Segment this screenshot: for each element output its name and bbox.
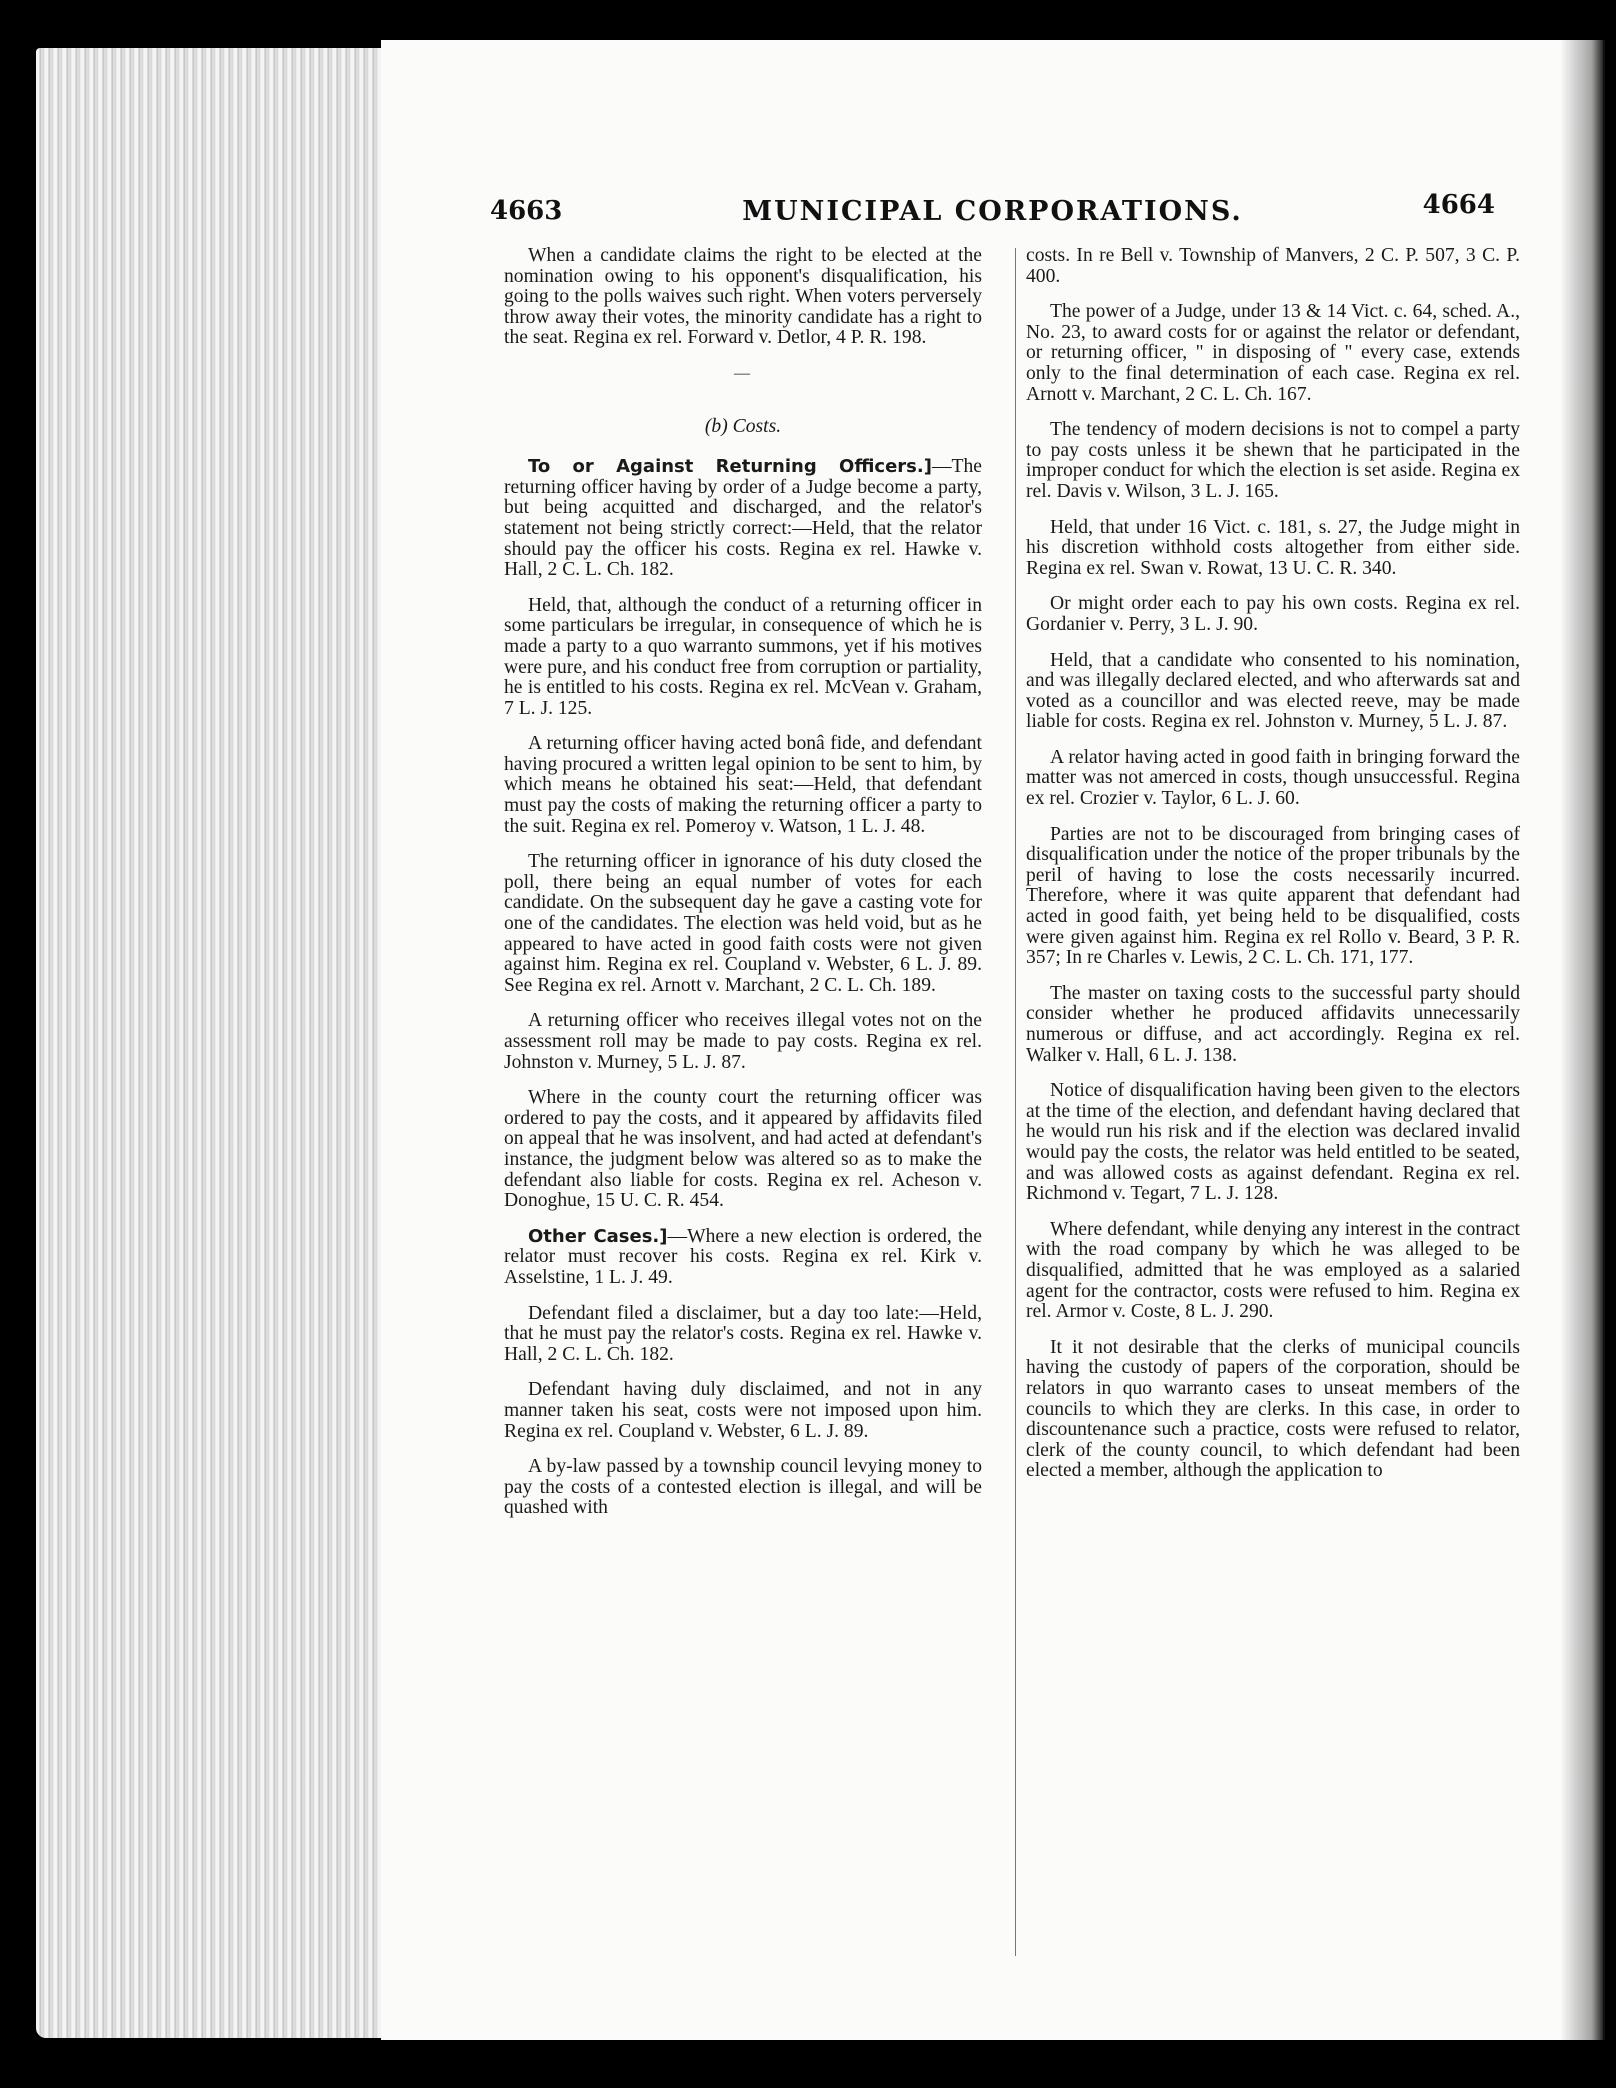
paragraph-text: —Where a new election is ordered, the relator must recover his costs. Regina ex rel. Kirk v. Asselstine, 1 L. J. 49.	[504, 1225, 982, 1288]
paragraph-text: The returning officer having by order of a Judge become a party, but being acquitted and discharged, and the relator's statement not being strictly correct:—Held, that the relator should pay the officer his costs. Regina ex rel. Hawke v. Hall, 2 C. L. Ch. 182.	[504, 456, 982, 581]
paragraph: Where in the county court the returning officer was ordered to pay the costs, and it appeared by affidavits filed on appeal that he was insolvent, and had acted at defendant's instance, the judgment below was altered so as to make the defendant also liable for costs. Regina ex rel. Acheson v. Donoghue, 15 U. C. R. 454.	[504, 1087, 982, 1212]
right-page-number: 4664	[1422, 190, 1495, 220]
paragraph: The master on taxing costs to the successful party should consider whether he produced affidavits unnecessarily numerous or diffuse, and act accordingly. Regina ex rel. Walker v. Hall, 6 L. J. 138.	[1026, 982, 1520, 1066]
paragraph: A returning officer having acted bonâ fide, and defendant having procured a written legal opinion to be sent to him, by which means he obtained his seat:—Held, that defendant must pay the costs of making the returning officer a party to the suit. Regina ex rel. Pomeroy v. Watson, 1 L. J. 48.	[504, 733, 982, 837]
paragraph-with-heading	[504, 1227, 982, 1289]
paragraph: Held, that, although the conduct of a returning officer in some particulars be irregular, in consequence of which he is made a party to a quo warranto summons, yet if his motives were pure, and his conduct free from corruption or partiality, he is entitled to his costs. Regina ex rel. McVean v. Graham, 7 L. J. 125.	[504, 594, 982, 719]
paragraph: The power of a Judge, under 13 & 14 Vict. c. 64, sched. A., No. 23, to award costs for or against the relator or defendant, or returning officer, " in disposing of " every case, extends only to the final determination of each case. Regina ex rel. Arnott v. Marchant, 2 C. L. Ch. 167.	[1026, 301, 1520, 405]
paragraph: Where defendant, while denying any interest in the contract with the road company by which he was alleged to be disqualified, admitted that he was employed as a salaried agent for the contractor, costs were refused to him. Regina ex rel. Armor v. Coste, 8 L. J. 290.	[1026, 1218, 1520, 1323]
subsection-heading: Other Cases.]	[528, 1225, 668, 1247]
paragraph: Parties are not to be discouraged from bringing cases of disqualification under the notice of the proper tribunals by the peril of having to lose the costs necessarily incurred. Therefore, where it was quite apparent that defendant had acted in good faith, yet being held to be disqualified, costs were given against him. Regina ex rel Rollo v. Beard, 3 P. R. 357; In re Charles v. Lewis, 2 C. L. Ch. 171, 177.	[1026, 823, 1520, 969]
section-heading: (b) Costs.	[704, 415, 782, 437]
subsection-heading: To or Against Returning Officers.]	[528, 456, 932, 478]
paragraph: Held, that under 16 Vict. c. 181, s. 27, the Judge might in his discretion withhold costs altogether from either side. Regina ex rel. Swan v. Rowat, 13 U. C. R. 340.	[1026, 516, 1520, 579]
column-rule	[1015, 248, 1016, 1956]
paragraph: When a candidate claims the right to be elected at the nomination owing to his opponent's disqualification, his going to the polls waives such right. When voters perversely throw away their votes, the minority candidate has a right to the seat. Regina ex rel. Forward v. Detlor, 4 P. R. 198.	[504, 245, 982, 349]
paragraph: A relator having acted in good faith in bringing forward the matter was not amerced in costs, though unsuccessful. Regina ex rel. Crozier v. Taylor, 6 L. J. 60.	[1026, 746, 1520, 810]
page-title: MUNICIPAL CORPORATIONS.	[742, 196, 1243, 227]
paragraph: Defendant having duly disclaimed, and not in any manner taken his seat, costs were not imposed upon him. Regina ex rel. Coupland v. Webster, 6 L. J. 89.	[504, 1379, 982, 1442]
left-page-number: 4663	[490, 196, 563, 226]
paragraph: Held, that a candidate who consented to his nomination, and was illegally declared elected, and who afterwards sat and voted as a councillor and was elected reeve, may be made liable for costs. Regina ex rel. Johnston v. Murney, 5 L. J. 87.	[1026, 649, 1520, 733]
paragraph: Notice of disqualification having been given to the electors at the time of the election, and defendant having declared that he would run his risk and if the election was declared invalid would pay the costs, the relator was held entitled to be seated, and was allowed costs as against defendant. Regina ex rel. Richmond v. Tegart, 7 L. J. 128.	[1026, 1080, 1520, 1205]
paragraph: A returning officer who receives illegal votes not on the assessment roll may be made to pay costs. Regina ex rel. Johnston v. Murney, 5 L. J. 87.	[504, 1010, 982, 1073]
paragraph: The tendency of modern decisions is not to compel a party to pay costs unless it be shewn that he participated in the improper conduct for which the election is set aside. Regina ex rel. Davis v. Wilson, 3 L. J. 165.	[1026, 419, 1520, 502]
paragraph: It it not desirable that the clerks of municipal councils having the custody of papers of the corporation, should be relators in quo warranto cases to unseat members of the councils to which they are clerks. In this case, in order to discountenance such a practice, costs were refused to relator, clerk of the county council, to which defendant had been elected a member, although the application to	[1026, 1336, 1520, 1482]
right-column	[1026, 246, 1520, 1497]
left-column	[504, 246, 982, 1534]
paragraph: Defendant filed a disclaimer, but a day too late:—Held, that he must pay the relator's costs. Regina ex rel. Hawke v. Hall, 2 C. L. Ch. 182.	[504, 1302, 982, 1365]
book-page-edges	[36, 48, 381, 2038]
paragraph: The returning officer in ignorance of his duty closed the poll, there being an equal number of votes for each candidate. On the subsequent day he gave a casting vote for one of the candidates. The election was held void, but as he appeared to have acted in good faith costs were not given against him. Regina ex rel. Coupland v. Webster, 6 L. J. 89. See Regina ex rel. Arnott v. Marchant, 2 C. L. Ch. 189.	[504, 851, 982, 996]
section-separator: —	[734, 364, 752, 382]
continued-paragraph: costs. In re Bell v. Township of Manvers, 2 C. P. 507, 3 C. P. 400.	[1026, 245, 1520, 287]
page-header	[490, 190, 1495, 236]
paragraph-with-heading: To or Against Returning Officers.]—The returning officer having by order of a Judge become a party, but being acquitted and discharged, and the relator's statement not being strictly correct:—Held, that the relator should pay the officer his costs. Regina ex rel. Hawke v. Hall, 2 C. L. Ch. 182.	[504, 456, 982, 581]
paragraph: A by-law passed by a township council levying money to pay the costs of a contested election is illegal, and will be quashed with	[504, 1456, 982, 1519]
paragraph: Or might order each to pay his own costs. Regina ex rel. Gordanier v. Perry, 3 L. J. 90.	[1026, 593, 1520, 635]
binding-shadow	[1560, 40, 1605, 2040]
